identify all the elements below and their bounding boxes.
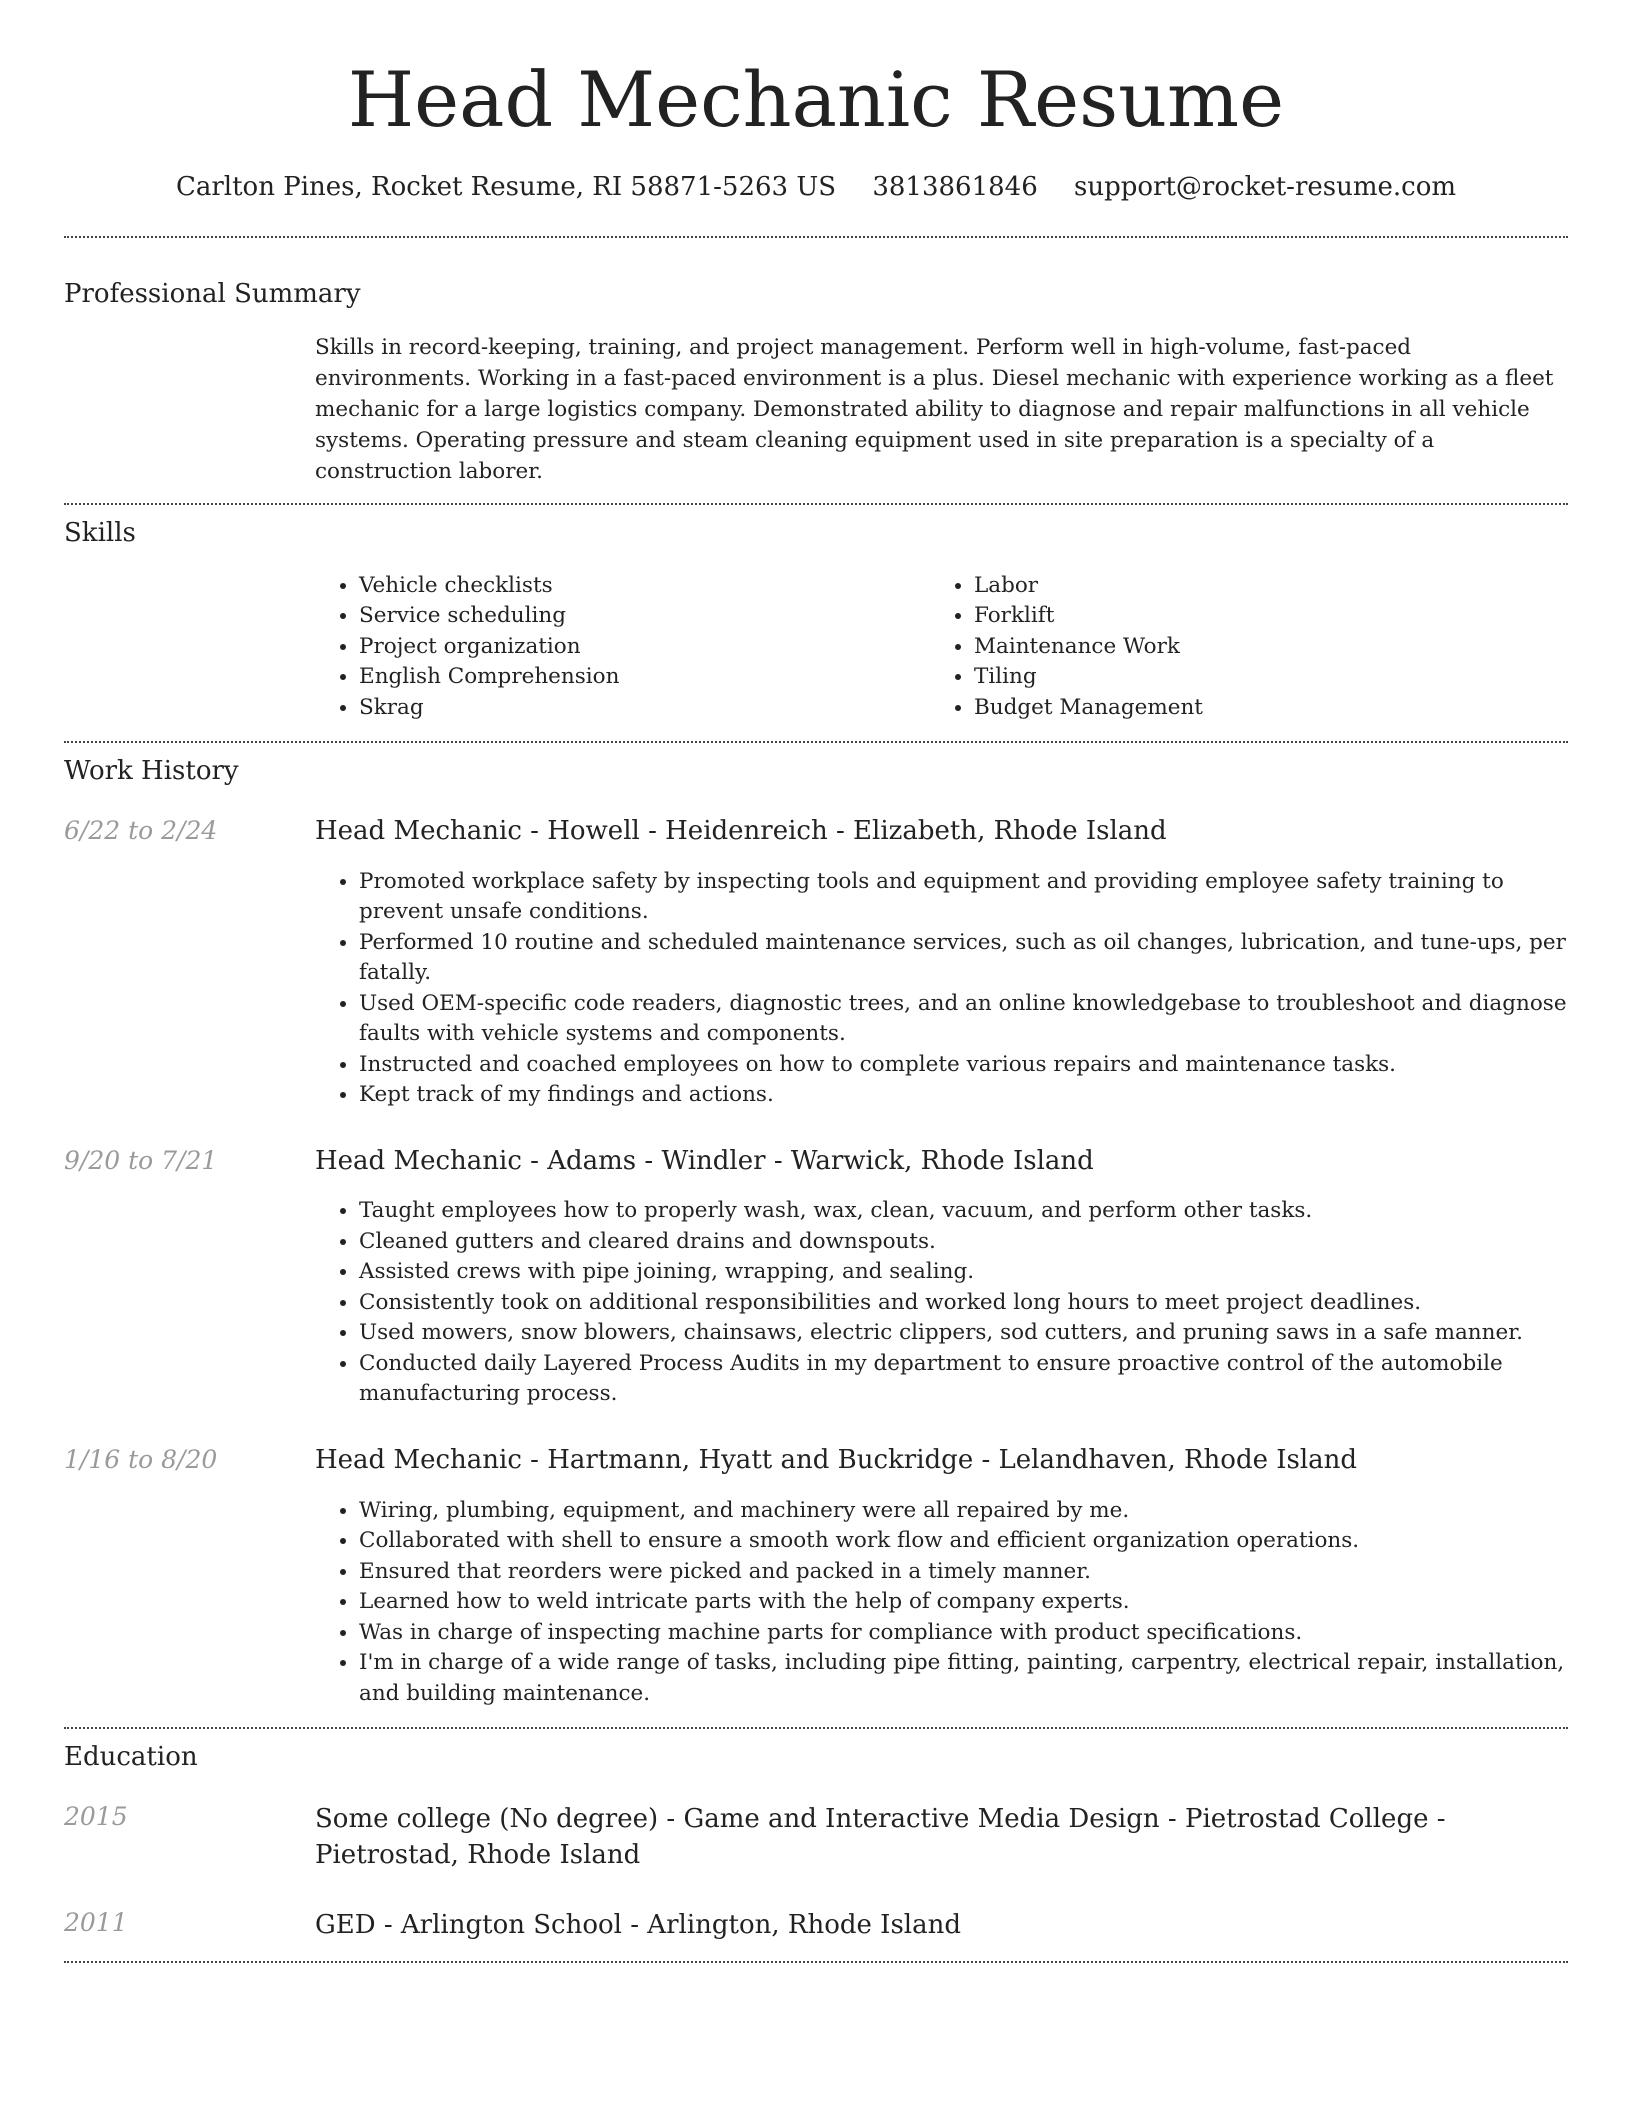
job-bullets <box>315 1496 1568 1710</box>
job-bullet: • Used OEM-specific code readers, diagnostic trees, and an online knowledgebase to troubleshoot and diagnose faults with vehicle systems and components. <box>359 989 1568 1050</box>
skill-item: • Budget Management <box>974 693 1545 724</box>
job-bullet: • Promoted workplace safety by inspecting tools and equipment and providing employee safety training to prevent unsafe conditions. <box>359 867 1568 928</box>
skills-list-right <box>930 571 1545 724</box>
job-bullet: • Cleaned gutters and cleared drains and downspouts. <box>359 1227 1568 1258</box>
job-entry <box>64 815 1568 1111</box>
skill-item: • English Comprehension <box>359 662 930 693</box>
job-bullet: • Taught employees how to properly wash, wax, clean, vacuum, and perform other tasks. <box>359 1196 1568 1227</box>
job-bullet: • Ensured that reorders were picked and packed in a timely manner. <box>359 1557 1568 1588</box>
job-dates: 9/20 to 7/21 <box>64 1145 218 1175</box>
job-bullet: • Used mowers, snow blowers, chainsaws, electric clippers, sod cutters, and pruning saws in a safe manner. <box>359 1318 1568 1349</box>
job-bullet: • Performed 10 routine and scheduled maintenance services, such as oil changes, lubrication, and tune-ups, per fatally. <box>359 928 1568 989</box>
education-title: GED - Arlington School - Arlington, Rhode Island <box>315 1910 961 1941</box>
job-entry <box>64 1444 1568 1709</box>
contact-phone: 3813861846 <box>872 172 1038 202</box>
job-title: Head Mechanic - Howell - Heidenreich - Elizabeth, Rhode Island <box>315 815 1167 846</box>
job-bullet: • Was in charge of inspecting machine parts for compliance with product specifications. <box>359 1618 1568 1649</box>
education-heading: Education <box>64 1742 198 1773</box>
summary-row <box>64 332 1568 487</box>
skills-row <box>64 571 1568 724</box>
summary-heading: Professional Summary <box>64 279 361 309</box>
contact-line <box>64 172 1568 202</box>
skill-item: • Maintenance Work <box>974 632 1545 663</box>
job-entry <box>64 1145 1568 1410</box>
education-year: 2015 <box>64 1802 128 1832</box>
page-title: Head Mechanic Resume <box>347 55 1285 144</box>
summary-section <box>64 238 1568 487</box>
work-history-heading: Work History <box>64 756 239 787</box>
job-bullet: • Assisted crews with pipe joining, wrapping, and sealing. <box>359 1257 1568 1288</box>
skill-item: • Project organization <box>359 632 930 663</box>
job-bullet: • Collaborated with shell to ensure a smooth work flow and efficient organization operations. <box>359 1526 1568 1557</box>
job-dates: 1/16 to 8/20 <box>64 1444 218 1474</box>
job-title: Head Mechanic - Hartmann, Hyatt and Buckridge - Lelandhaven, Rhode Island <box>315 1444 1358 1475</box>
education-entry <box>64 1907 1568 1943</box>
job-bullet: • Learned how to weld intricate parts with the help of company experts. <box>359 1587 1568 1618</box>
job-bullet: • Kept track of my findings and actions. <box>359 1080 1568 1111</box>
job-bullets <box>315 1196 1568 1410</box>
job-bullet: • Conducted daily Layered Process Audits in my department to ensure proactive control of the automobile manufacturing process. <box>359 1349 1568 1410</box>
section-divider <box>64 1961 1568 1963</box>
job-bullet: • Consistently took on additional responsibilities and worked long hours to meet project deadlines. <box>359 1288 1568 1319</box>
job-bullet: • Instructed and coached employees on how to complete various repairs and maintenance tasks. <box>359 1050 1568 1081</box>
contact-email: support@rocket-resume.com <box>1074 172 1457 202</box>
job-dates: 6/22 to 2/24 <box>64 815 218 845</box>
skill-item: • Service scheduling <box>359 601 930 632</box>
skill-item: • Skrag <box>359 693 930 724</box>
skill-item: • Forklift <box>974 601 1545 632</box>
summary-text: Skills in record-keeping, training, and project management. Perform well in high-volume, fast-paced environments. Working in a fast-paced environment is a plus. Diesel mechanic with experience working as a fleet mechanic for a large logistics company. Demonstrated ability to diagnose and repair malfunctions in all vehicle systems. Operating pressure and steam cleaning equipment used in site preparation is a specialty of a construction laborer. <box>315 334 1554 484</box>
contact-address: Carlton Pines, Rocket Resume, RI 58871-5263 US <box>175 172 837 202</box>
job-bullet: • I'm in charge of a wide range of tasks, including pipe fitting, painting, carpentry, electrical repair, installation, and building maintenance. <box>359 1648 1568 1709</box>
skills-heading: Skills <box>64 517 136 548</box>
job-title: Head Mechanic - Adams - Windler - Warwick, Rhode Island <box>315 1145 1094 1176</box>
education-year: 2011 <box>64 1908 128 1938</box>
skills-section <box>64 505 1568 723</box>
job-bullet: • Wiring, plumbing, equipment, and machinery were all repaired by me. <box>359 1496 1568 1527</box>
job-bullets <box>315 867 1568 1111</box>
skill-item: • Vehicle checklists <box>359 571 930 602</box>
education-entry <box>64 1801 1568 1873</box>
skill-item: • Labor <box>974 571 1545 602</box>
skill-item: • Tiling <box>974 662 1545 693</box>
skills-list-left <box>315 571 930 724</box>
education-section <box>64 1729 1568 1943</box>
education-title: Some college (No degree) - Game and Interactive Media Design - Pietrostad College - Pietrostad, Rhode Island <box>315 1804 1446 1871</box>
work-history-section <box>64 743 1568 1709</box>
